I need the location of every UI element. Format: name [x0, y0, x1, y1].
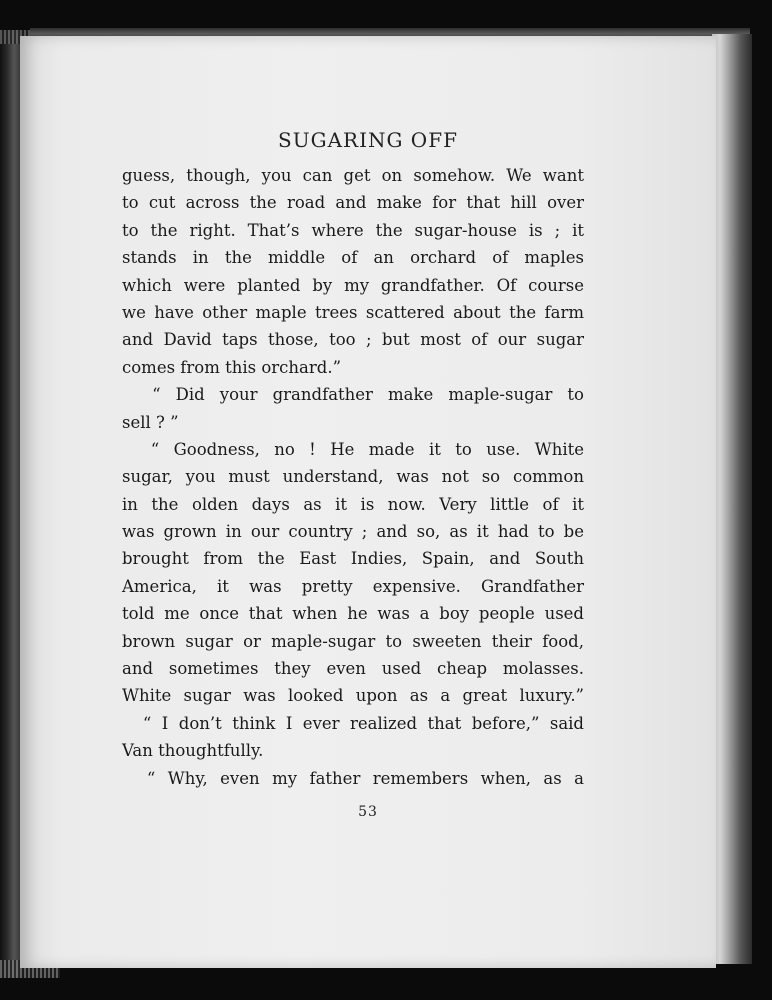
text-line: we have other maple trees scattered about the farm [122, 302, 584, 322]
text-line: America, it was pretty expensive. Grandfather [122, 576, 584, 596]
text-line: comes from this orchard.” [122, 357, 342, 377]
text-line: brought from the East Indies, Spain, and South [122, 549, 584, 569]
text-line: and David taps those, too ; but most of our sugar [122, 330, 584, 350]
page-number: 53 [358, 804, 378, 820]
book-page [20, 36, 716, 968]
text-line: to the right. That’s where the sugar-house is ; it [122, 220, 584, 240]
text-line: to cut across the road and make for that hill over [122, 193, 584, 213]
text-line: guess, though, you can get on somehow. We want [122, 166, 584, 185]
text-line: brown sugar or maple-sugar to sweeten their food, [122, 631, 584, 651]
text-line: “ I don’t think I ever realized that before,” said [122, 713, 584, 733]
text-line: sell ? ” [122, 412, 179, 432]
text-line: sugar, you must understand, was not so common [122, 467, 584, 487]
text-line: was grown in our country ; and so, as it had to be [122, 522, 584, 542]
text-line: stands in the middle of an orchard of maples [122, 248, 584, 268]
text-line: which were planted by my grandfather. Of course [122, 275, 584, 295]
text-line: in the olden days as it is now. Very little of it [122, 494, 584, 514]
text-line: “ Did your grandfather make maple-sugar to [122, 385, 584, 405]
facing-page-edge [0, 30, 20, 978]
text-line: told me once that when he was a boy people used [122, 604, 584, 624]
text-line: Van thoughtfully. [122, 741, 264, 761]
text-line: “ Why, even my father remembers when, as a [122, 768, 584, 788]
text-line: and sometimes they even used cheap molasses. [122, 659, 584, 679]
text-line: “ Goodness, no ! He made it to use. White [122, 439, 584, 459]
body-text [122, 162, 584, 792]
text-line: White sugar was looked upon as a great luxury.” [122, 686, 584, 706]
book-page-stack-edge [712, 34, 752, 964]
running-head: SUGARING OFF [278, 128, 458, 152]
